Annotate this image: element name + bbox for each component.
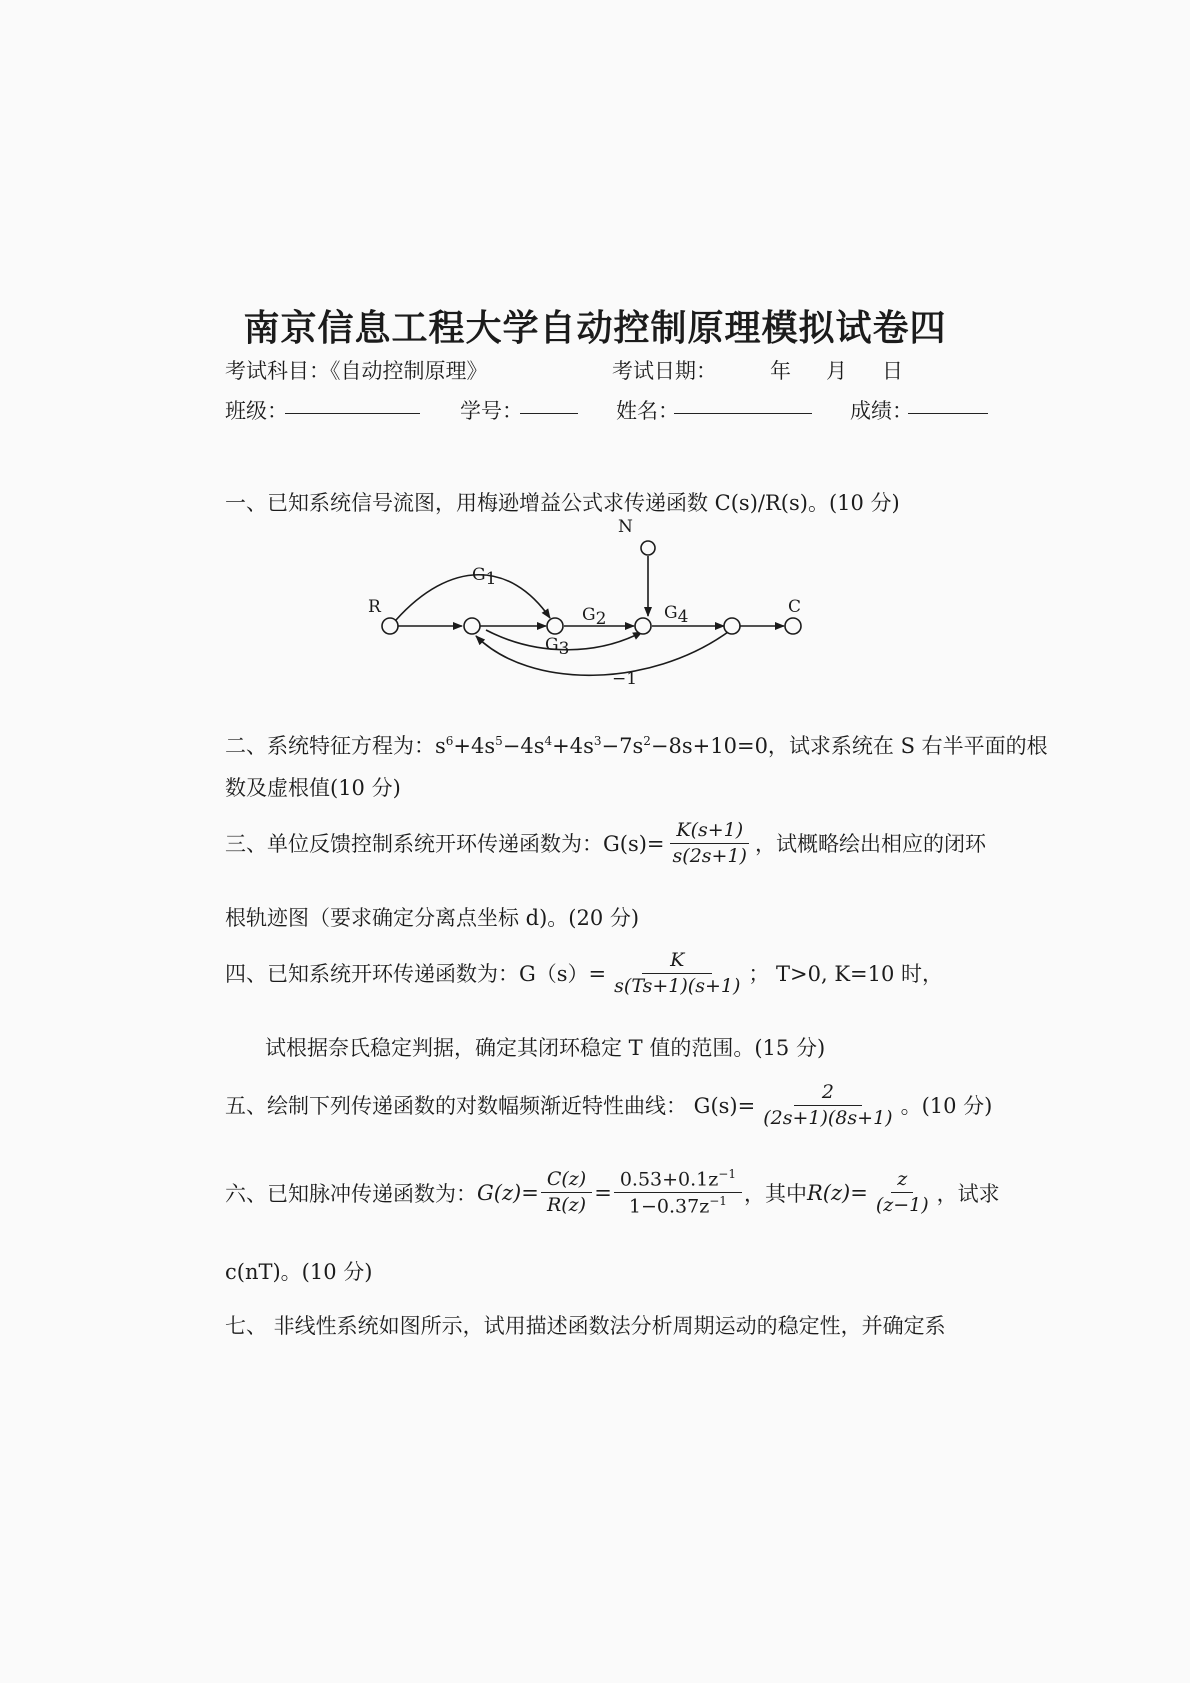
question-2-line-2: 数及虚根值(10 分) — [225, 776, 401, 800]
question-4-line-1: 四、已知系统开环传递函数为：G（s）= $\frac{K}{s(Ts+1)(s+1)}$ ； T>0, K=10 时， — [225, 949, 944, 997]
g2-label: G2 — [582, 605, 607, 629]
class-blank — [285, 393, 420, 414]
question-1-text: 一、已知系统信号流图，用梅逊增益公式求传递函数 C(s)/R(s)。(10 分) — [225, 491, 900, 515]
month-label: 月 — [826, 359, 847, 383]
question-4-line-2: 试根据奈氏稳定判据，确定其闭环稳定 T 值的范围。(15 分) — [265, 1036, 826, 1060]
question-7-text: 七、 非线性系统如图所示，试用描述函数法分析周期运动的稳定性，并确定系 — [225, 1314, 946, 1338]
node-n-label: N — [618, 517, 633, 537]
feedback-label: −1 — [612, 669, 638, 689]
q6-fraction-cz-rz: $\frac{C(z)}{R(z)}$ — [541, 1169, 592, 1216]
date-label: 考试日期： — [612, 359, 717, 383]
question-3-line-1: 三、单位反馈控制系统开环传递函数为：G(s)= $\frac{K(s+1)}{s(2s+1)}$ ，试概略绘出相应的闭环 — [225, 819, 986, 867]
node-c-label: C — [788, 597, 802, 617]
q3-fraction: $\frac{K(s+1)}{s(2s+1)}$ — [667, 820, 753, 867]
question-6-line-1: 六、已知脉冲传递函数为： G(z)= $\frac{C(z)}{R(z)}$ = $\frac{0.53+0.1z^{-1}}{1-0.37z^{-1}}$ ，其中 R(z)= $\frac{z}{(z-1)}$ ，试求 — [225, 1167, 1000, 1218]
q5-fraction: $\frac{2}{(2s+1)(8s+1)}$ — [763, 1081, 893, 1129]
g4-label: G4 — [664, 603, 689, 627]
class-label: 班级： — [225, 399, 288, 423]
q6-fraction-rz: $\frac{z}{(z-1)}$ — [875, 1168, 929, 1217]
name-blank — [674, 393, 812, 414]
year-label: 年 — [770, 359, 791, 383]
node-r-label: R — [368, 597, 381, 617]
g1-label: G1 — [472, 565, 497, 589]
subject-label: 考试科目：《自动控制原理》 — [225, 359, 488, 383]
question-5-line: 五、绘制下列传递函数的对数幅频渐近特性曲线： G(s)= $\frac{2}{(2s+1)(8s+1)}$ 。(10 分) — [225, 1081, 993, 1129]
score-blank — [908, 393, 988, 414]
question-3-line-2: 根轨迹图（要求确定分离点坐标 d)。(20 分) — [225, 906, 640, 930]
question-6-line-2: c(nT)。(10 分) — [225, 1260, 373, 1284]
q4-fraction: $\frac{K}{s(Ts+1)(s+1)}$ — [614, 949, 741, 997]
question-2-line-1: 二、系统特征方程为：$s^6+4s^5-4s^4+4s^3-7s^2-8s+10=0$，试求系统在 S 右半平面的根 — [225, 734, 1048, 758]
student-id-blank — [520, 393, 578, 414]
signal-flow-graph — [368, 517, 870, 740]
student-id-label: 学号： — [460, 399, 523, 423]
score-label: 成绩： — [850, 399, 913, 423]
q6-fraction-coefficients: $\frac{0.53+0.1z^{-1}}{1-0.37z^{-1}}$ — [614, 1168, 742, 1217]
exam-title: 南京信息工程大学自动控制原理模拟试卷四 — [243, 308, 947, 349]
day-label: 日 — [882, 359, 903, 383]
name-label: 姓名： — [616, 399, 679, 423]
characteristic-equation: $s^6+4s^5-4s^4+4s^3-7s^2-8s+10=0$， — [435, 734, 789, 758]
g3-label: G3 — [545, 635, 570, 659]
